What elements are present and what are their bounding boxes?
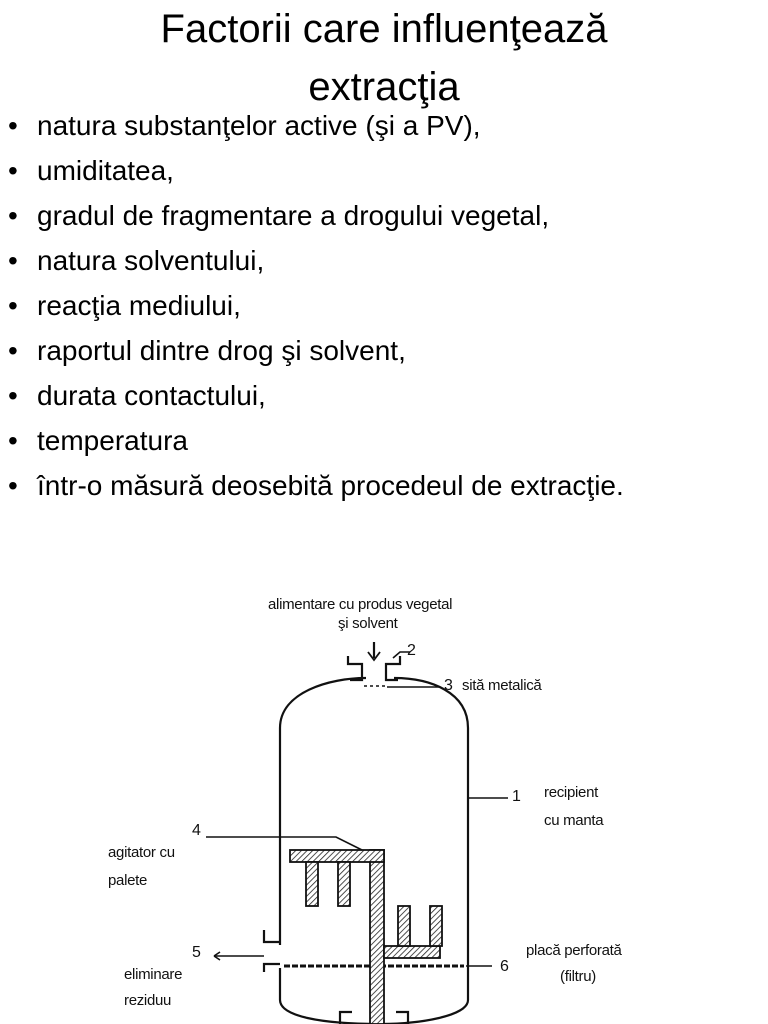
list-item [0,110,768,142]
callout-1-line-1: recipient [544,784,598,801]
list-item [0,335,768,367]
list-item-text: durata contactului, [37,380,266,411]
list-item-text: natura substanţelor active (şi a PV), [37,110,481,141]
callout-5: 5 [192,944,201,961]
callout-2: 2 [407,642,416,659]
list-item-text: gradul de fragmentare a drogului vegetal, [37,200,550,231]
callout-1: 1 [512,788,521,805]
bullet-icon: • [8,245,18,276]
callout-3-label: sită metalică [462,677,542,694]
list-item [0,380,768,412]
callout-6: 6 [500,958,509,975]
callout-5-line-2: reziduu [124,992,172,1009]
callout-1-line-2: cu manta [544,812,604,829]
list-item [0,155,768,187]
callout-6-line-1: placă perforată [526,942,622,959]
bullet-icon: • [8,110,18,141]
bullet-icon: • [8,470,18,501]
list-item [0,245,768,277]
callout-3: 3 [444,677,453,694]
bullet-icon: • [8,155,18,186]
list-item [0,425,768,457]
slide-title [0,0,768,116]
bullet-icon: • [8,425,18,456]
list-item [0,290,768,322]
callout-4: 4 [192,822,201,839]
feed-label-line-2: şi solvent [338,615,398,632]
callout-4-line-1: agitator cu [108,844,175,861]
outlet-stub [264,930,280,942]
list-item-text: natura solventului, [37,245,265,276]
list-item-text: temperatura [37,425,188,456]
factor-list [0,110,768,515]
list-item [0,470,768,502]
bullet-icon: • [8,200,18,231]
list-item-text: într-o măsură deosebită procedeul de extracţie. [37,470,624,501]
bullet-icon: • [8,380,18,411]
slide-title-line-1: Factorii care influenţează [160,7,608,51]
list-item-text: umiditatea, [37,155,174,186]
feed-label-line-1: alimentare cu produs vegetal [268,596,453,613]
extractor-diagram [0,580,768,1024]
callout-6-line-2: (filtru) [560,968,596,985]
list-item-text: reacţia mediului, [37,290,241,321]
callout-4-line-2: palete [108,872,148,889]
list-item-text: raportul dintre drog şi solvent, [37,335,406,366]
bullet-icon: • [8,290,18,321]
agitator-paddle [290,850,442,1024]
callout-5-line-1: eliminare [124,966,183,983]
slide-title-line-2: extracţia [308,65,460,109]
extractor-drawing [0,580,768,1024]
bullet-icon: • [8,335,18,366]
list-item [0,200,768,232]
